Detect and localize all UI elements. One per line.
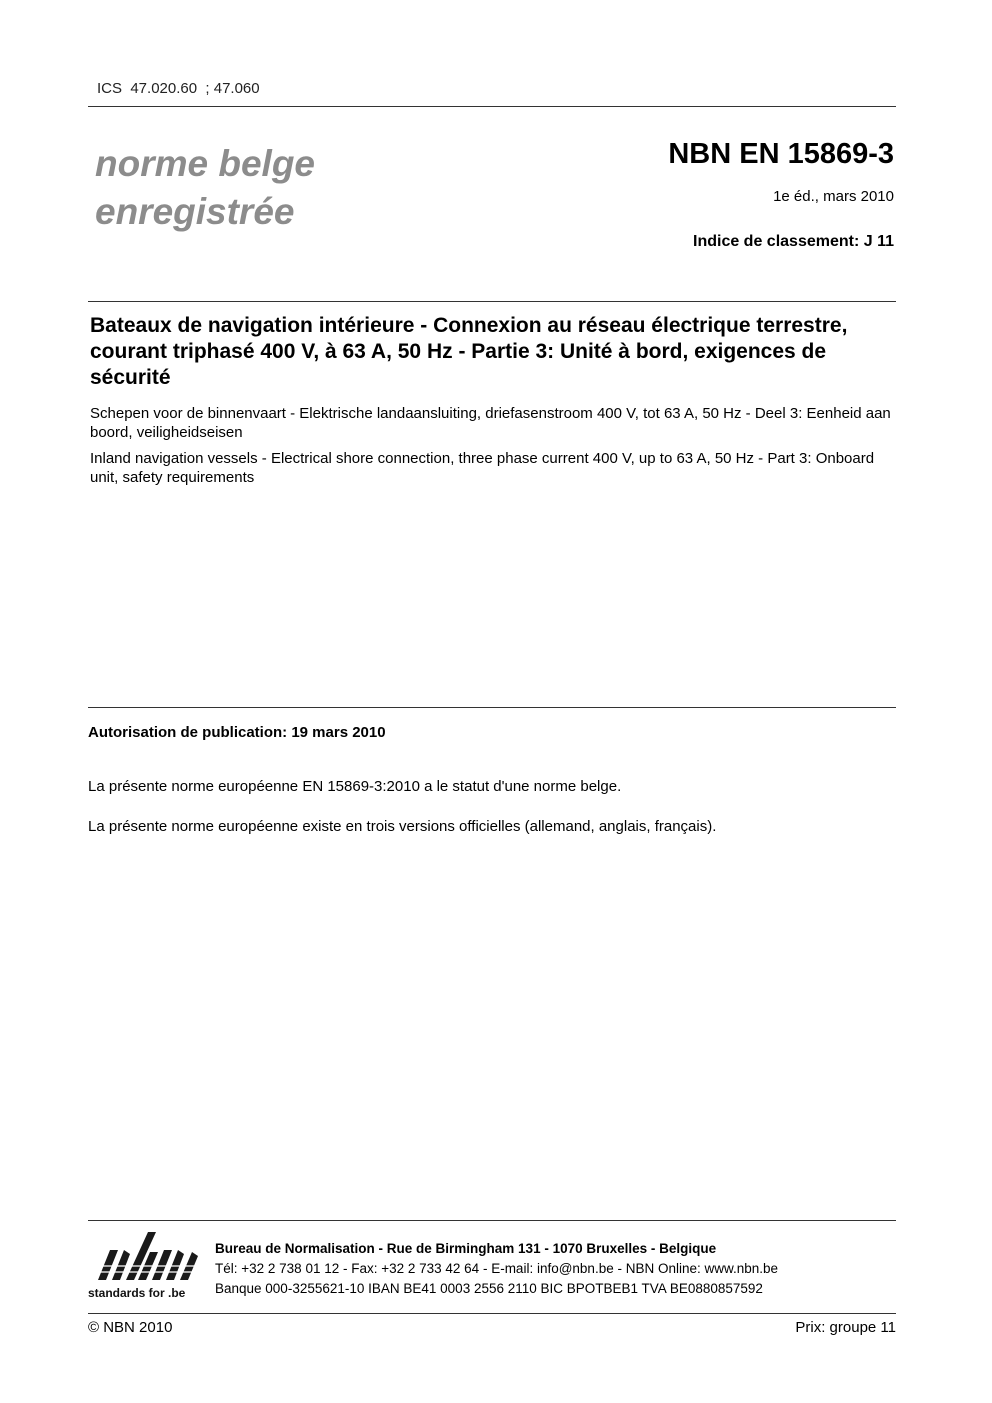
price-group: Prix: groupe 11 xyxy=(795,1319,896,1336)
edition-date: 1e éd., mars 2010 xyxy=(773,188,894,205)
copyright: © NBN 2010 xyxy=(88,1319,173,1336)
standard-number: NBN EN 15869-3 xyxy=(668,138,894,170)
brand-line-1: norme belge xyxy=(95,143,315,184)
footer-bank-details: Banque 000-3255621-10 IBAN BE41 0003 2556 2110 BIC BPOTBEB1 TVA BE0880857592 xyxy=(215,1281,763,1296)
title-divider xyxy=(88,301,896,302)
classification-index: Indice de classement: J 11 xyxy=(693,233,894,250)
header-divider xyxy=(88,106,896,107)
footer-address: Bureau de Normalisation - Rue de Birmingham 131 - 1070 Bruxelles - Belgique xyxy=(215,1241,717,1256)
footer-contact: Tél: +32 2 738 01 12 - Fax: +32 2 733 42 64 - E-mail: info@nbn.be - NBN Online: www.nbn.be xyxy=(215,1261,779,1276)
title-english: Inland navigation vessels - Electrical shore connection, three phase current 400 V, up to 63 A, 50 Hz - Part 3: Onboard unit, safety requirements xyxy=(90,450,875,486)
footer-bottom-divider xyxy=(88,1313,896,1314)
title-french: Bateaux de navigation intérieure - Connexion au réseau électrique terrestre, courant triphasé 400 V, à 63 A, 50 Hz - Partie 3: Unité à bord, exigences de sécurité xyxy=(90,314,848,389)
nbn-logo-icon xyxy=(88,1228,200,1284)
brand-line-2: enregistrée xyxy=(95,191,295,232)
publication-authorisation: Autorisation de publication: 19 mars 2010 xyxy=(88,724,386,741)
brand-heading xyxy=(95,140,315,236)
body-divider xyxy=(88,707,896,708)
ics-code: ICS 47.020.60 ; 47.060 xyxy=(97,80,260,97)
logo-tagline: standards for .be xyxy=(88,1286,186,1300)
title-dutch: Schepen voor de binnenvaart - Elektrische landaansluiting, driefasenstroom 400 V, tot 63 A, 50 Hz - Deel 3: Eenheid aan boord, veiligheidseisen xyxy=(90,405,891,441)
nbn-logo xyxy=(88,1228,200,1304)
footer-divider xyxy=(88,1220,896,1221)
status-paragraph: La présente norme européenne EN 15869-3:2010 a le statut d'une norme belge. xyxy=(88,778,622,795)
versions-paragraph: La présente norme européenne existe en trois versions officielles (allemand, anglais, français). xyxy=(88,818,717,835)
